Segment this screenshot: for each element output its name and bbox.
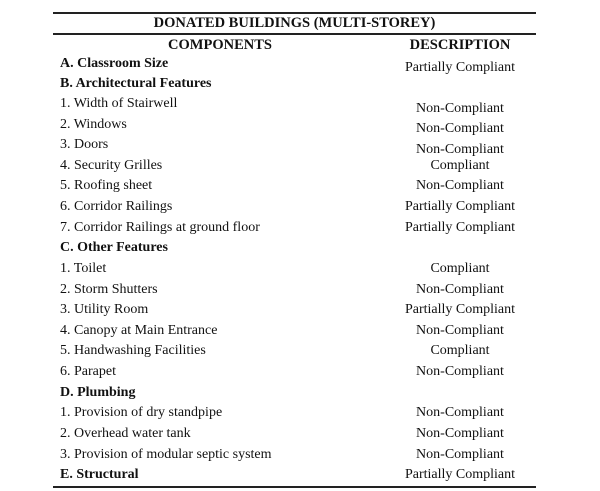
row-component: 5. Roofing sheet [60,178,153,193]
row-component: 1. Toilet [60,261,107,276]
row-description: Compliant [430,261,490,276]
row-description: Non-Compliant [416,426,504,441]
row-component: 5. Handwashing Facilities [60,343,206,358]
row-component: 2. Storm Shutters [60,282,158,297]
row-component: 3. Doors [60,137,109,152]
row-component: 4. Canopy at Main Entrance [60,323,218,338]
row-description: Non-Compliant [416,101,504,116]
row-component: 2. Overhead water tank [60,426,191,441]
row-component: 4. Security Grilles [60,158,163,173]
header-components: COMPONENTS [168,37,272,53]
row-component: 1. Width of Stairwell [60,96,178,111]
row-component: 3. Utility Room [60,302,149,317]
row-component: 7. Corridor Railings at ground floor [60,220,260,235]
row-description: Partially Compliant [404,302,516,317]
row-component: 6. Parapet [60,364,116,379]
row-component: E. Structural [60,467,139,482]
row-component: 2. Windows [60,117,127,132]
row-description: Partially Compliant [404,199,516,214]
section-heading: C. Other Features [60,240,168,255]
section-heading: B. Architectural Features [60,76,212,91]
row-description: Partially Compliant [404,60,516,75]
row-description: Non-Compliant [416,364,504,379]
row-description: Non-Compliant [416,447,504,462]
row-description: Non-Compliant [416,282,504,297]
row-description: Partially Compliant [404,220,516,235]
bottom-rule [53,486,536,488]
title-rule [53,33,536,35]
header-description: DESCRIPTION [409,37,511,53]
row-component: 6. Corridor Railings [60,199,173,214]
row-component: A. Classroom Size [60,56,169,71]
row-description: Non-Compliant [416,405,504,420]
table-title: DONATED BUILDINGS (MULTI-STOREY) [153,15,436,31]
row-description: Compliant [430,343,490,358]
row-component: 3. Provision of modular septic system [60,447,272,462]
row-component: 1. Provision of dry standpipe [60,405,223,420]
row-description: Non-Compliant [416,323,504,338]
row-description: Partially Compliant [404,467,516,482]
row-description: Compliant [430,158,490,173]
row-description: Non-Compliant [416,121,504,136]
row-description: Non-Compliant [416,178,504,193]
row-description: Non-Compliant [416,142,504,157]
section-heading: D. Plumbing [60,385,136,400]
